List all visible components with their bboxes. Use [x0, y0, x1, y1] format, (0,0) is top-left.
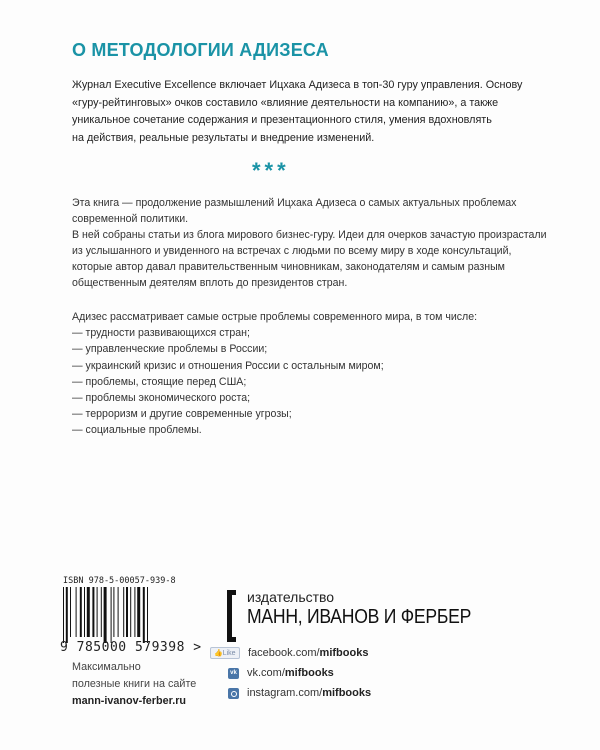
social-instagram[interactable] [228, 687, 371, 699]
social-handle: mifbooks [319, 647, 369, 659]
site-line: полезные книги на сайте [72, 678, 197, 690]
barcode-bar [113, 587, 114, 637]
barcode-bar [118, 587, 119, 637]
website-block [72, 659, 196, 710]
text-line: из услышанного и увиденного на встречах с людьми по всему миру в ходе консультаций, [72, 245, 512, 257]
text-line: Эта книга — продолжение размышлений Ицхака Адизеса о самых актуальных проблемах [72, 197, 517, 209]
instagram-icon [228, 688, 239, 699]
barcode-bar [84, 587, 85, 637]
publisher-bracket-logo [227, 590, 236, 642]
social-handle: mifbooks [284, 667, 334, 679]
social-prefix: facebook.com/ [248, 647, 320, 659]
barcode-bar [143, 587, 145, 643]
barcode-bar [134, 587, 135, 637]
barcode-bar [70, 587, 71, 637]
text-line: современной политики. [72, 213, 189, 225]
list-item: — терроризм и другие современные угрозы; [72, 408, 292, 421]
barcode-bar [80, 587, 82, 637]
section-title: О МЕТОДОЛОГИИ АДИЗЕСА [72, 40, 329, 60]
site-line: Максимально [72, 661, 141, 673]
text-line: на действия, реальные результаты и внедрение изменений. [72, 131, 375, 144]
list-item: — украинский кризис и отношения России с остальным миром; [72, 359, 384, 372]
text-line: уникальное сочетание содержания и презентационного стиля, умения вдохновлять [72, 114, 492, 127]
facebook-like-icon: 👍Like [210, 647, 240, 659]
text-line: общественным деятелям вплоть до президентов стран. [72, 277, 348, 289]
site-url[interactable]: mann-ivanov-ferber.ru [72, 695, 186, 707]
publisher-label: издательство [247, 589, 335, 605]
barcode-bar [97, 587, 98, 637]
barcode-bar [63, 587, 64, 643]
barcode-bar [87, 587, 90, 637]
barcode-bar [126, 587, 128, 637]
social-prefix: instagram.com/ [247, 687, 323, 699]
list-item: — проблемы, стоящие перед США; [72, 375, 247, 388]
social-vk[interactable] [228, 667, 334, 679]
barcode-bar [111, 587, 112, 643]
social-handle: mifbooks [322, 687, 372, 699]
isbn: ISBN 978-5-00057-939-8 [63, 576, 176, 586]
barcode-bar [137, 587, 140, 637]
text-line: которые автор давал правительственным чиновникам, законодателям и самым разным [72, 261, 505, 273]
publisher-name: МАНН, ИВАНОВ И ФЕРБЕР [247, 606, 472, 628]
barcode [63, 587, 173, 643]
text-line: «гуру-рейтинговых» очков составило «влияние деятельности на компанию», а также [72, 96, 499, 109]
barcode-bar [92, 587, 94, 637]
social-facebook[interactable] [210, 647, 368, 659]
barcode-bar [76, 587, 77, 637]
barcode-bar [147, 587, 148, 643]
barcode-bar [101, 587, 102, 637]
body-paragraph [72, 195, 547, 291]
list-item: — проблемы экономического роста; [72, 392, 251, 405]
list-item: — социальные проблемы. [72, 424, 202, 437]
list-intro: Адизес рассматривает самые острые проблемы современного мира, в том числе: [72, 311, 478, 323]
text-line: В ней собраны статьи из блога мирового бизнес-гуру. Идеи для очерков зачастую произрастали [72, 229, 547, 241]
social-prefix: vk.com/ [247, 667, 285, 679]
problems-list [72, 309, 477, 439]
barcode-bar [130, 587, 131, 637]
barcode-digits: 9 785000 579398 > [60, 640, 202, 655]
barcode-bar [123, 587, 124, 637]
separator-stars: *** [252, 158, 290, 183]
barcode-bar [104, 587, 107, 643]
vk-icon: vk [228, 668, 239, 679]
text-line: Журнал Executive Excellence включает Ицхака Адизеса в топ-30 гуру управления. Основу [72, 79, 523, 91]
list-item: — управленческие проблемы в России; [72, 343, 268, 356]
list-item: — трудности развивающихся стран; [72, 327, 250, 340]
barcode-bar [66, 587, 68, 643]
intro-paragraph [72, 77, 522, 147]
